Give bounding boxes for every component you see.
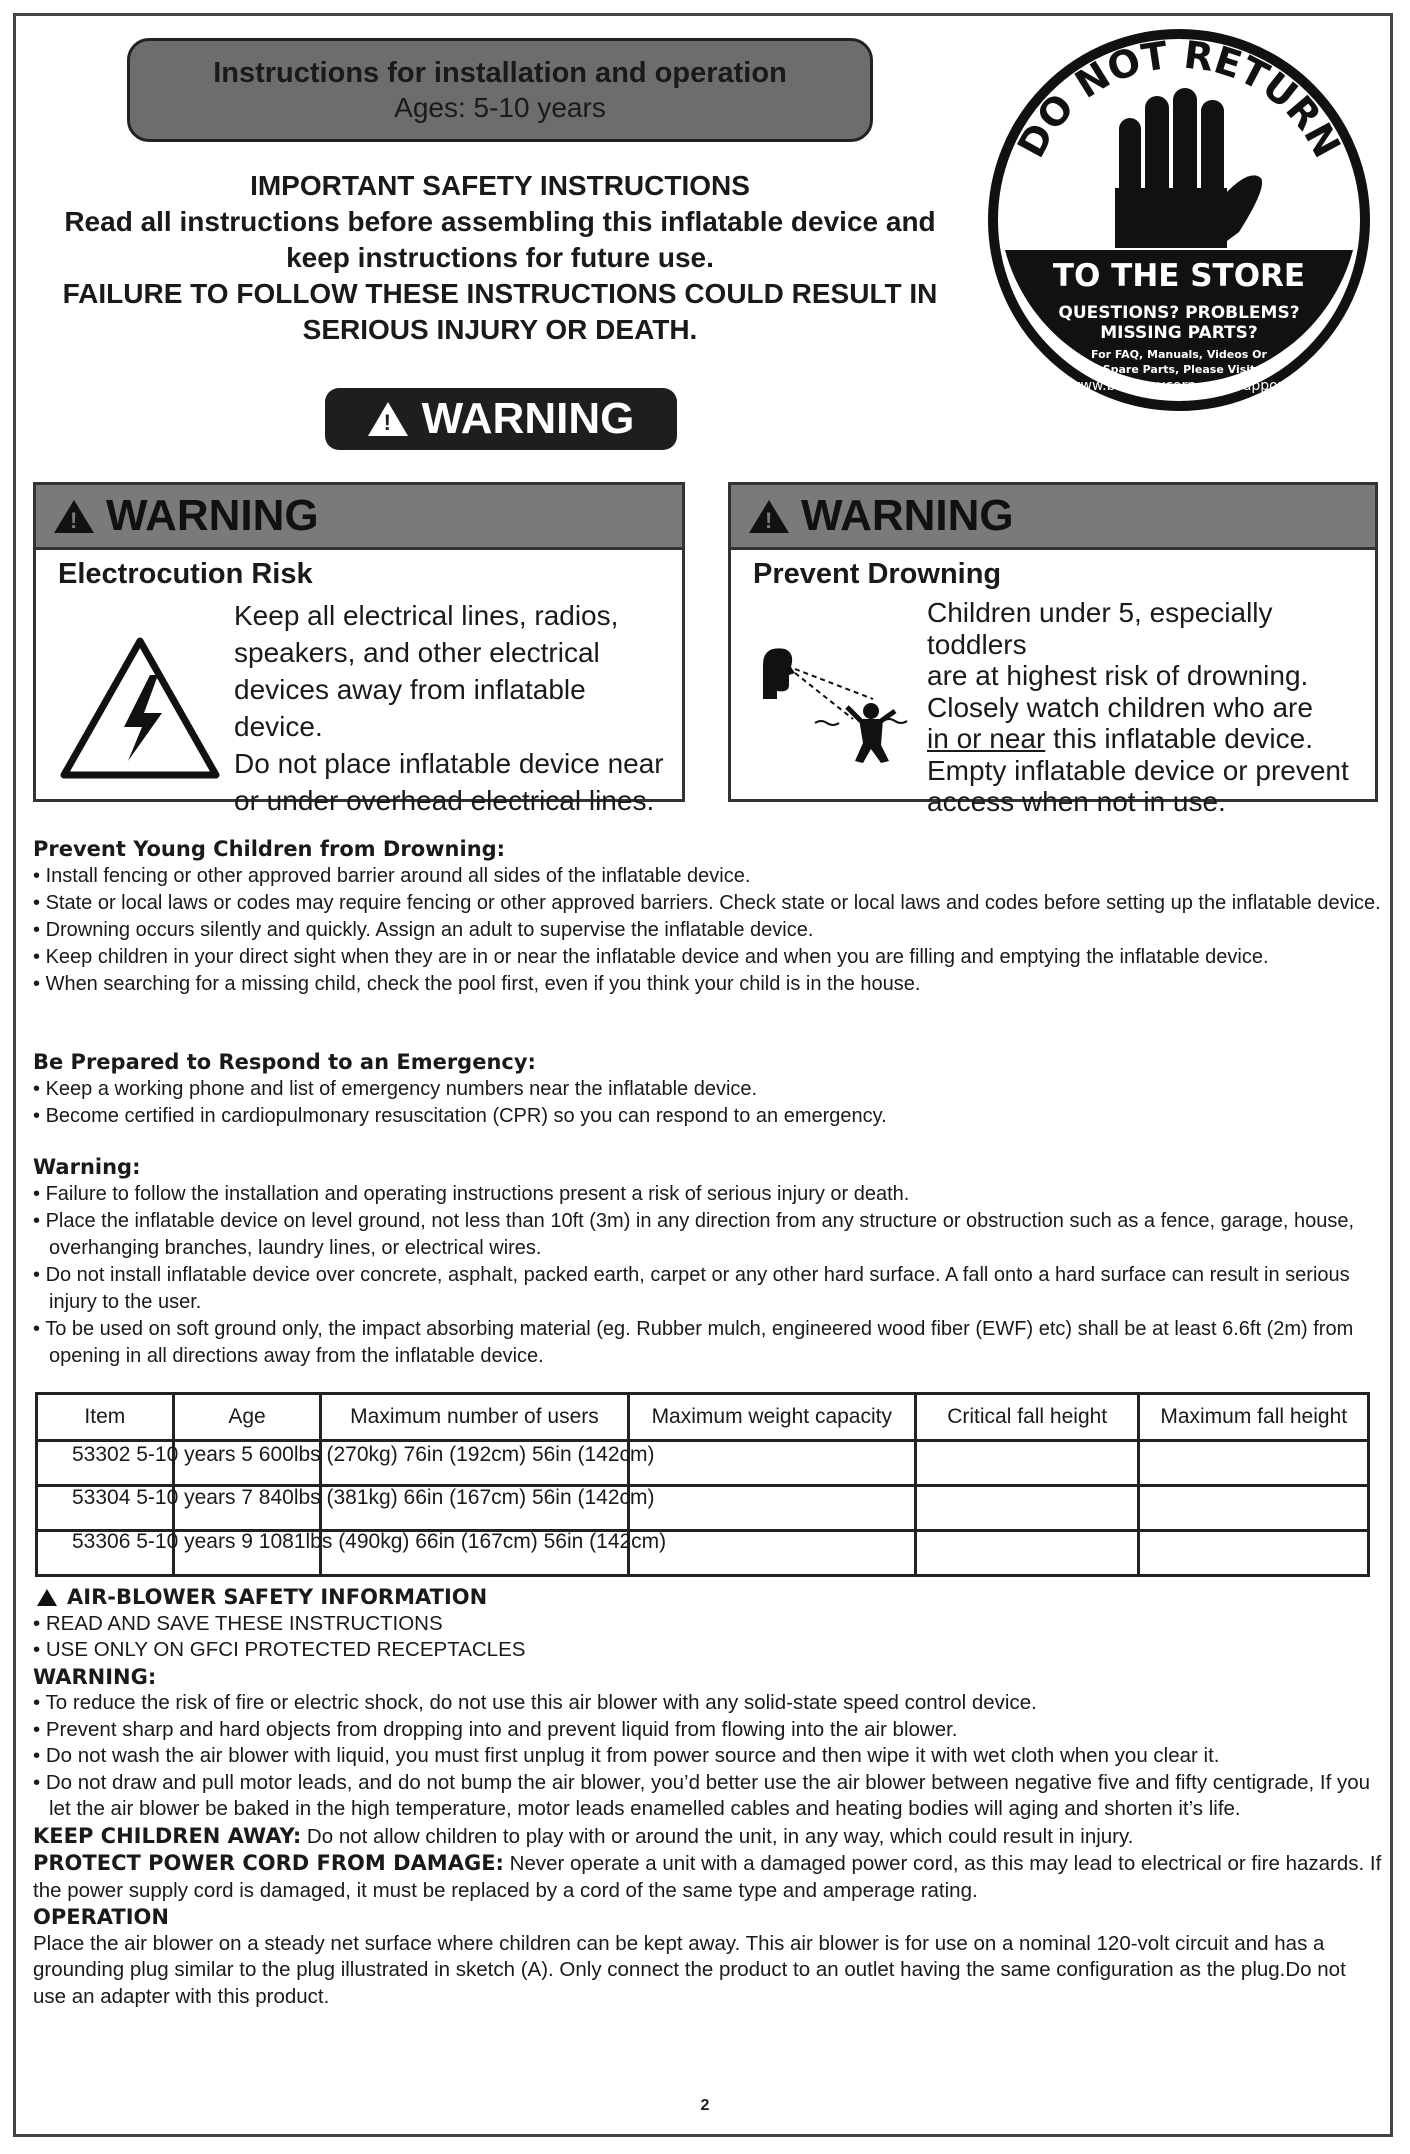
list-item: • Do not wash the air blower with liquid, you must first unplug it from power source and then wipe it with wet cloth when you clear it. [33,1744,1220,1767]
column-header: Maximum fall height [1139,1394,1369,1441]
protect-cord-text: Never operate a unit with a damaged power cord, as this may lead to electrical or fire hazards. If the power supply cord is damaged, it must be replaced by a cord of the same type and amperage rating. [33,1852,1382,1902]
drowning-line-1: Children under 5, especially toddlers [927,597,1273,660]
warning-section-heading: Warning: [33,1155,141,1179]
badge-faq-1: For FAQ, Manuals, Videos Or [1091,348,1267,361]
operation-text: Place the air blower on a steady net surface where children can be kept away. This air blower is for use on a nominal 120-volt circuit and has a grounding plug similar to the plug illustrated in sketch (A). Only connect the product to an outlet having the same configuration as the plug.Do not use an adapter with this product. [33,1931,1346,2008]
keep-children-paragraph [33,1823,1383,1851]
badge-arc-text: DO NOT RETURN [1008,32,1350,165]
drowning-subtitle: Prevent Drowning [753,558,1002,590]
badge-faq-2: Spare Parts, Please Visit [1102,363,1256,376]
electrocution-line-2: speakers, and other electrical [234,637,600,668]
table-row-text: 53302 5-10 years 5 600lbs (270kg) 76in (192cm) 56in (142cm) [72,1443,655,1466]
column-header: Item [37,1394,174,1441]
prevent-young-section [33,836,1383,998]
emergency-heading: Be Prepared to Respond to an Emergency: [33,1050,536,1074]
table-row-text: 53304 5-10 years 7 840lbs (381kg) 66in (167cm) 56in (142cm) [72,1486,655,1509]
electrocution-line-5: or under overhead electrical lines. [234,785,655,816]
warning-triangle-icon: ! [368,402,408,436]
warning-section [33,1154,1383,1370]
prevent-young-heading: Prevent Young Children from Drowning: [33,837,506,861]
main-warning-text: WARNING [421,394,635,443]
warning-box-title: WARNING [106,491,319,540]
keep-children-label: KEEP CHILDREN AWAY: [33,1823,302,1848]
safety-line-1: IMPORTANT SAFETY INSTRUCTIONS [250,170,750,201]
keep-children-text: Do not allow children to play with or around the unit, in any way, which could result in injury. [301,1824,1134,1848]
drowning-line-3: Closely watch children who are [927,691,1313,723]
protect-cord-label: PROTECT POWER CORD FROM DAMAGE: [33,1851,504,1875]
drowning-line-6: access when not in use. [927,786,1226,817]
drowning-line-4 [927,723,1375,755]
safety-intro [30,168,970,348]
drowning-underlined: in or near [927,723,1046,754]
table-row-text: 53306 5-10 years 9 1081lbs (490kg) 66in (167cm) 56in (142cm) [72,1530,667,1553]
list-item: • Do not install inflatable device over concrete, asphalt, packed earth, carpet or any other hard surface. A fall onto a hard surface can result in serious injury to the user. [33,1262,1383,1316]
badge-store-text: TO THE STORE [1052,258,1306,294]
list-item: • To be used on soft ground only, the impact absorbing material (eg. Rubber mulch, engineered wood fiber (EWF) etc) shall be at least 6.6ft (2m) from opening in all directions away from the inflatable device. [33,1316,1383,1370]
drowning-text [927,597,1375,818]
air-blower-line-2: • USE ONLY ON GFCI PROTECTED RECEPTACLES [33,1638,526,1661]
do-not-return-badge [987,18,1371,418]
operation-heading: OPERATION [33,1905,169,1929]
air-blower-heading: AIR-BLOWER SAFETY INFORMATION [67,1585,488,1609]
list-item: • State or local laws or codes may require fencing or other approved barriers. Check state or local laws and codes before setting up the inflatable device. [33,890,1383,917]
drowning-line-5: Empty inflatable device or prevent [927,754,1349,786]
electrocution-line-4: Do not place inflatable device near [234,748,664,779]
header-title: Instructions for installation and operation [213,57,787,89]
safety-line-5: SERIOUS INJURY OR DEATH. [302,314,698,345]
electrocution-line-1: Keep all electrical lines, radios, [234,600,619,631]
warning-box-title: WARNING [801,491,1014,540]
badge-questions: QUESTIONS? PROBLEMS? [1058,303,1300,323]
list-item: • Place the inflatable device on level ground, not less than 10ft (3m) in any direction from any structure or obstruction such as a fence, garage, house, overhanging branches, laundry lines, or electrical wires. [33,1208,1383,1262]
warning-triangle-icon: ! [54,500,94,533]
protect-cord-paragraph [33,1850,1383,1904]
list-item: • To reduce the risk of fire or electric shock, do not use this air blower with any solid-state speed control device. [33,1691,1037,1714]
main-warning-label [325,388,677,450]
list-item: • Prevent sharp and hard objects from dropping into and prevent liquid from flowing into the air blower. [33,1717,958,1741]
safety-line-3: keep instructions for future use. [286,242,714,273]
list-item: • Keep a working phone and list of emergency numbers near the inflatable device. [33,1076,1383,1103]
list-item: • Become certified in cardiopulmonary resuscitation (CPR) so you can respond to an emergency. [33,1103,1383,1130]
electrocution-line-3: devices away from inflatable device. [234,674,586,742]
header-banner [127,38,873,142]
table-header-row [37,1394,1369,1441]
air-blower-heading-row [33,1584,1383,1611]
warning-triangle-icon [37,1589,57,1606]
emergency-section [33,1049,1383,1130]
column-header: Maximum number of users [321,1394,628,1441]
air-blower-warning-heading: WARNING: [33,1664,157,1689]
safety-line-2: Read all instructions before assembling this inflatable device and [64,206,936,237]
list-item: • Keep children in your direct sight when they are in or near the inflatable device and when you are filling and emptying the inflatable device. [33,944,1383,971]
column-header: Age [173,1394,321,1441]
air-blower-section [33,1584,1383,2010]
warning-box-drowning [728,482,1378,817]
list-item: • Failure to follow the installation and operating instructions present a risk of serious injury or death. [33,1181,1383,1208]
list-item: • Drowning occurs silently and quickly. Assign an adult to supervise the inflatable device. [33,917,1383,944]
column-header: Critical fall height [915,1394,1138,1441]
drowning-line-2: are at highest risk of drowning. [927,660,1309,691]
air-blower-line-1: • READ AND SAVE THESE INSTRUCTIONS [33,1611,443,1635]
badge-missing: MISSING PARTS? [1100,323,1258,343]
electrocution-text [234,597,682,819]
warning-box-header [36,485,682,550]
badge-url: www.bestwaycorp.com/support [1069,378,1289,394]
electrocution-subtitle: Electrocution Risk [58,558,313,590]
high-voltage-icon [58,635,222,781]
supervision-icon [755,645,915,765]
warning-box-electrocution [33,482,685,816]
header-ages: Ages: 5-10 years [394,92,606,123]
list-item: • Install fencing or other approved barrier around all sides of the inflatable device. [33,863,1383,890]
list-item: • When searching for a missing child, check the pool first, even if you think your child is in the house. [33,971,1383,998]
safety-line-4: FAILURE TO FOLLOW THESE INSTRUCTIONS COULD RESULT IN [62,278,938,309]
warning-box-header [731,485,1375,550]
list-item: • Do not draw and pull motor leads, and do not bump the air blower, you’d better use the air blower between negative five and fifty centigrade, If you let the air blower be baked in the high temperature, motor leads enamelled cables and heating bodies will aging and shorten it’s life. [33,1770,1371,1820]
warning-triangle-icon: ! [749,500,789,533]
page-number: 2 [700,2097,710,2114]
column-header: Maximum weight capacity [628,1394,915,1441]
drowning-line-4-rest: this inflatable device. [1045,723,1314,754]
